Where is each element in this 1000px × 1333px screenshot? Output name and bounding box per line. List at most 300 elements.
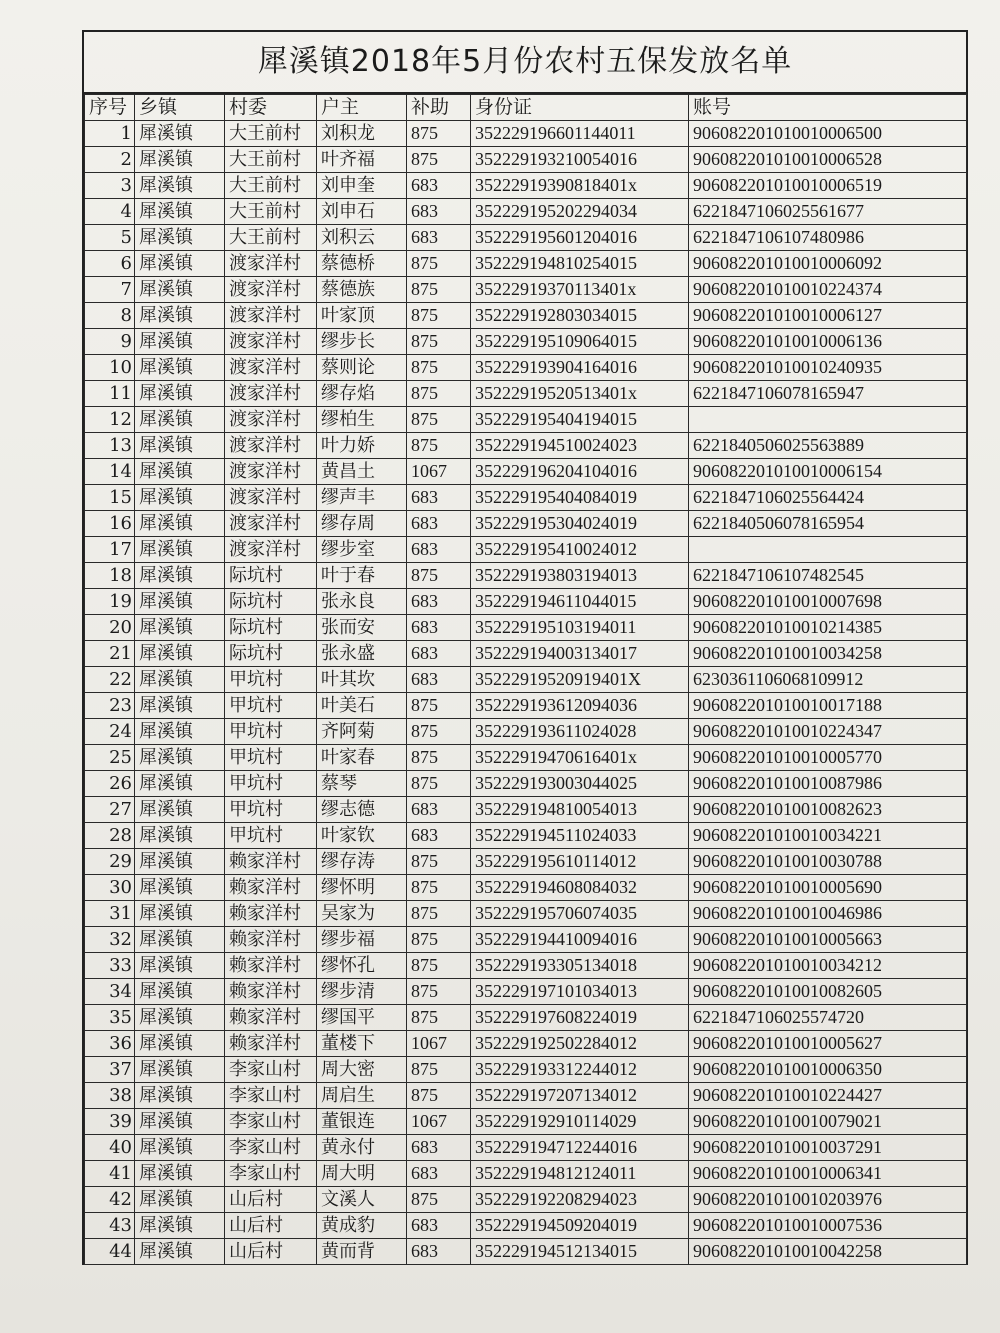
row-account: 906082201010010006092 xyxy=(689,251,967,277)
row-village: 际坑村 xyxy=(225,641,317,667)
row-account: 906082201010010087986 xyxy=(689,771,967,797)
row-town: 犀溪镇 xyxy=(135,1135,225,1161)
table-row xyxy=(85,979,967,1005)
row-village: 李家山村 xyxy=(225,1109,317,1135)
row-village: 渡家洋村 xyxy=(225,355,317,381)
row-account: 906082201010010005770 xyxy=(689,745,967,771)
row-village: 山后村 xyxy=(225,1187,317,1213)
row-account: 6221840506078165954 xyxy=(689,511,967,537)
row-id-number: 352229194511024033 xyxy=(471,823,689,849)
table-row xyxy=(85,1083,967,1109)
row-seq: 34 xyxy=(85,979,135,1005)
row-seq: 21 xyxy=(85,641,135,667)
row-town: 犀溪镇 xyxy=(135,1109,225,1135)
row-account: 906082201010010017188 xyxy=(689,693,967,719)
row-village: 渡家洋村 xyxy=(225,459,317,485)
table-row xyxy=(85,1187,967,1213)
row-village: 赖家洋村 xyxy=(225,953,317,979)
row-householder: 刘积云 xyxy=(317,225,407,251)
row-id-number: 352229195706074035 xyxy=(471,901,689,927)
header-village: 村委 xyxy=(225,95,317,121)
row-id-number: 352229196601144011 xyxy=(471,121,689,147)
row-id-number: 352229193904164016 xyxy=(471,355,689,381)
row-seq: 30 xyxy=(85,875,135,901)
row-village: 甲坑村 xyxy=(225,693,317,719)
row-id-number: 352229194003134017 xyxy=(471,641,689,667)
table-row xyxy=(85,1057,967,1083)
row-subsidy: 683 xyxy=(407,173,471,199)
row-seq: 35 xyxy=(85,1005,135,1031)
row-id-number: 352229194509204019 xyxy=(471,1213,689,1239)
row-account: 906082201010010006500 xyxy=(689,121,967,147)
row-seq: 13 xyxy=(85,433,135,459)
row-householder: 缪怀明 xyxy=(317,875,407,901)
row-town: 犀溪镇 xyxy=(135,1239,225,1265)
row-seq: 4 xyxy=(85,199,135,225)
row-householder: 刘申奎 xyxy=(317,173,407,199)
row-seq: 44 xyxy=(85,1239,135,1265)
row-village: 渡家洋村 xyxy=(225,511,317,537)
row-seq: 11 xyxy=(85,381,135,407)
row-householder: 叶齐福 xyxy=(317,147,407,173)
row-village: 际坑村 xyxy=(225,589,317,615)
row-town: 犀溪镇 xyxy=(135,1005,225,1031)
row-subsidy: 683 xyxy=(407,511,471,537)
row-subsidy: 875 xyxy=(407,355,471,381)
row-town: 犀溪镇 xyxy=(135,329,225,355)
row-id-number: 352229192910114029 xyxy=(471,1109,689,1135)
row-id-number: 352229194510024023 xyxy=(471,433,689,459)
row-account: 906082201010010042258 xyxy=(689,1239,967,1265)
header-id-number: 身份证 xyxy=(471,95,689,121)
row-account: 906082201010010240935 xyxy=(689,355,967,381)
row-seq: 42 xyxy=(85,1187,135,1213)
row-subsidy: 1067 xyxy=(407,1109,471,1135)
row-account: 6221847106025564424 xyxy=(689,485,967,511)
row-subsidy: 683 xyxy=(407,537,471,563)
row-id-number: 352229195202294034 xyxy=(471,199,689,225)
table-row xyxy=(85,1239,967,1265)
row-subsidy: 875 xyxy=(407,979,471,1005)
recipient-table xyxy=(84,94,967,1265)
table-row xyxy=(85,563,967,589)
row-id-number: 352229197207134012 xyxy=(471,1083,689,1109)
row-seq: 14 xyxy=(85,459,135,485)
table-row xyxy=(85,953,967,979)
row-account: 906082201010010082605 xyxy=(689,979,967,1005)
row-town: 犀溪镇 xyxy=(135,459,225,485)
row-town: 犀溪镇 xyxy=(135,615,225,641)
row-village: 渡家洋村 xyxy=(225,303,317,329)
row-town: 犀溪镇 xyxy=(135,1213,225,1239)
row-id-number: 352229193612094036 xyxy=(471,693,689,719)
table-row xyxy=(85,485,967,511)
row-town: 犀溪镇 xyxy=(135,667,225,693)
row-account: 906082201010010005663 xyxy=(689,927,967,953)
row-village: 大王前村 xyxy=(225,147,317,173)
table-row xyxy=(85,381,967,407)
row-village: 赖家洋村 xyxy=(225,849,317,875)
row-subsidy: 875 xyxy=(407,329,471,355)
row-subsidy: 683 xyxy=(407,1135,471,1161)
table-row xyxy=(85,719,967,745)
row-id-number: 35222919390818401x xyxy=(471,173,689,199)
row-id-number: 352229194810054013 xyxy=(471,797,689,823)
row-village: 赖家洋村 xyxy=(225,927,317,953)
row-seq: 18 xyxy=(85,563,135,589)
row-town: 犀溪镇 xyxy=(135,1031,225,1057)
row-town: 犀溪镇 xyxy=(135,953,225,979)
row-subsidy: 875 xyxy=(407,121,471,147)
row-householder: 齐阿菊 xyxy=(317,719,407,745)
row-id-number: 352229194608084032 xyxy=(471,875,689,901)
row-town: 犀溪镇 xyxy=(135,199,225,225)
row-account: 6221847106025574720 xyxy=(689,1005,967,1031)
row-account: 906082201010010079021 xyxy=(689,1109,967,1135)
row-householder: 张永良 xyxy=(317,589,407,615)
row-id-number: 35222919370113401x xyxy=(471,277,689,303)
header-seq: 序号 xyxy=(85,95,135,121)
row-householder: 叶家钦 xyxy=(317,823,407,849)
row-subsidy: 875 xyxy=(407,303,471,329)
row-town: 犀溪镇 xyxy=(135,173,225,199)
row-account: 906082201010010006350 xyxy=(689,1057,967,1083)
row-town: 犀溪镇 xyxy=(135,719,225,745)
row-town: 犀溪镇 xyxy=(135,381,225,407)
table-row xyxy=(85,329,967,355)
table-row xyxy=(85,407,967,433)
row-id-number: 352229197101034013 xyxy=(471,979,689,1005)
row-subsidy: 683 xyxy=(407,667,471,693)
row-account: 906082201010010214385 xyxy=(689,615,967,641)
row-id-number: 35222919520513401x xyxy=(471,381,689,407)
row-village: 李家山村 xyxy=(225,1057,317,1083)
document-title: 犀溪镇2018年5月份农村五保发放名单 xyxy=(84,32,966,94)
row-village: 大王前村 xyxy=(225,225,317,251)
row-account: 906082201010010006528 xyxy=(689,147,967,173)
row-village: 赖家洋村 xyxy=(225,901,317,927)
row-seq: 3 xyxy=(85,173,135,199)
table-row xyxy=(85,511,967,537)
row-id-number: 352229192803034015 xyxy=(471,303,689,329)
row-account: 906082201010010082623 xyxy=(689,797,967,823)
row-seq: 15 xyxy=(85,485,135,511)
row-subsidy: 875 xyxy=(407,719,471,745)
row-seq: 5 xyxy=(85,225,135,251)
row-town: 犀溪镇 xyxy=(135,407,225,433)
row-seq: 23 xyxy=(85,693,135,719)
row-subsidy: 683 xyxy=(407,1213,471,1239)
row-seq: 1 xyxy=(85,121,135,147)
row-seq: 6 xyxy=(85,251,135,277)
row-account: 906082201010010007536 xyxy=(689,1213,967,1239)
row-householder: 刘积龙 xyxy=(317,121,407,147)
row-id-number: 352229195404194015 xyxy=(471,407,689,433)
table-row xyxy=(85,641,967,667)
table-row xyxy=(85,797,967,823)
row-householder: 董楼下 xyxy=(317,1031,407,1057)
header-householder: 户主 xyxy=(317,95,407,121)
row-subsidy: 875 xyxy=(407,953,471,979)
row-seq: 33 xyxy=(85,953,135,979)
row-id-number: 352229195404084019 xyxy=(471,485,689,511)
row-town: 犀溪镇 xyxy=(135,745,225,771)
row-subsidy: 683 xyxy=(407,615,471,641)
row-subsidy: 875 xyxy=(407,563,471,589)
row-householder: 黄永付 xyxy=(317,1135,407,1161)
row-town: 犀溪镇 xyxy=(135,1187,225,1213)
row-village: 李家山村 xyxy=(225,1083,317,1109)
row-town: 犀溪镇 xyxy=(135,979,225,1005)
row-seq: 20 xyxy=(85,615,135,641)
row-town: 犀溪镇 xyxy=(135,277,225,303)
row-town: 犀溪镇 xyxy=(135,797,225,823)
table-row xyxy=(85,667,967,693)
row-account: 906082201010010006519 xyxy=(689,173,967,199)
table-row xyxy=(85,355,967,381)
row-account: 906082201010010224374 xyxy=(689,277,967,303)
row-village: 李家山村 xyxy=(225,1135,317,1161)
row-town: 犀溪镇 xyxy=(135,485,225,511)
table-row xyxy=(85,849,967,875)
row-subsidy: 875 xyxy=(407,901,471,927)
row-subsidy: 875 xyxy=(407,1005,471,1031)
row-account: 906082201010010005690 xyxy=(689,875,967,901)
row-account: 906082201010010030788 xyxy=(689,849,967,875)
row-seq: 22 xyxy=(85,667,135,693)
row-subsidy: 875 xyxy=(407,1187,471,1213)
table-row xyxy=(85,173,967,199)
row-village: 渡家洋村 xyxy=(225,537,317,563)
row-id-number: 352229193803194013 xyxy=(471,563,689,589)
row-village: 渡家洋村 xyxy=(225,433,317,459)
row-seq: 7 xyxy=(85,277,135,303)
table-row xyxy=(85,615,967,641)
row-village: 大王前村 xyxy=(225,173,317,199)
row-householder: 缪步福 xyxy=(317,927,407,953)
row-account: 906082201010010006154 xyxy=(689,459,967,485)
row-id-number: 35222919520919401X xyxy=(471,667,689,693)
row-householder: 缪存周 xyxy=(317,511,407,537)
row-village: 渡家洋村 xyxy=(225,381,317,407)
row-householder: 周启生 xyxy=(317,1083,407,1109)
row-id-number: 352229193003044025 xyxy=(471,771,689,797)
row-subsidy: 683 xyxy=(407,1161,471,1187)
row-householder: 文溪人 xyxy=(317,1187,407,1213)
row-householder: 黄成豹 xyxy=(317,1213,407,1239)
row-seq: 39 xyxy=(85,1109,135,1135)
row-subsidy: 683 xyxy=(407,199,471,225)
row-subsidy: 875 xyxy=(407,147,471,173)
table-row xyxy=(85,277,967,303)
row-town: 犀溪镇 xyxy=(135,225,225,251)
table-row xyxy=(85,1005,967,1031)
row-account: 906082201010010224427 xyxy=(689,1083,967,1109)
row-subsidy: 875 xyxy=(407,745,471,771)
row-seq: 24 xyxy=(85,719,135,745)
row-seq: 9 xyxy=(85,329,135,355)
row-id-number: 352229194512134015 xyxy=(471,1239,689,1265)
row-subsidy: 875 xyxy=(407,381,471,407)
row-village: 甲坑村 xyxy=(225,667,317,693)
row-id-number: 352229194810254015 xyxy=(471,251,689,277)
row-town: 犀溪镇 xyxy=(135,693,225,719)
row-account: 906082201010010203976 xyxy=(689,1187,967,1213)
row-seq: 27 xyxy=(85,797,135,823)
row-account: 6221847106025561677 xyxy=(689,199,967,225)
table-row xyxy=(85,1031,967,1057)
row-subsidy: 683 xyxy=(407,1239,471,1265)
row-account: 6221847106107482545 xyxy=(689,563,967,589)
row-town: 犀溪镇 xyxy=(135,901,225,927)
row-id-number: 352229192502284012 xyxy=(471,1031,689,1057)
row-householder: 缪存焰 xyxy=(317,381,407,407)
row-householder: 刘申石 xyxy=(317,199,407,225)
row-account: 6230361106068109912 xyxy=(689,667,967,693)
row-householder: 缪国平 xyxy=(317,1005,407,1031)
row-subsidy: 683 xyxy=(407,485,471,511)
row-householder: 缪步室 xyxy=(317,537,407,563)
row-town: 犀溪镇 xyxy=(135,823,225,849)
row-town: 犀溪镇 xyxy=(135,355,225,381)
row-householder: 叶于春 xyxy=(317,563,407,589)
row-town: 犀溪镇 xyxy=(135,849,225,875)
row-town: 犀溪镇 xyxy=(135,1057,225,1083)
row-id-number: 352229194611044015 xyxy=(471,589,689,615)
row-town: 犀溪镇 xyxy=(135,771,225,797)
row-householder: 叶美石 xyxy=(317,693,407,719)
table-row xyxy=(85,1213,967,1239)
row-account: 906082201010010007698 xyxy=(689,589,967,615)
row-id-number: 352229196204104016 xyxy=(471,459,689,485)
row-subsidy: 875 xyxy=(407,433,471,459)
row-village: 赖家洋村 xyxy=(225,1031,317,1057)
row-village: 大王前村 xyxy=(225,121,317,147)
row-account: 906082201010010046986 xyxy=(689,901,967,927)
row-village: 山后村 xyxy=(225,1213,317,1239)
row-account: 906082201010010006127 xyxy=(689,303,967,329)
row-town: 犀溪镇 xyxy=(135,433,225,459)
row-village: 甲坑村 xyxy=(225,771,317,797)
row-id-number: 352229192208294023 xyxy=(471,1187,689,1213)
header-account: 账号 xyxy=(689,95,967,121)
row-subsidy: 875 xyxy=(407,693,471,719)
row-town: 犀溪镇 xyxy=(135,303,225,329)
row-village: 山后村 xyxy=(225,1239,317,1265)
row-account: 906082201010010006136 xyxy=(689,329,967,355)
row-seq: 37 xyxy=(85,1057,135,1083)
table-row xyxy=(85,693,967,719)
row-householder: 缪柏生 xyxy=(317,407,407,433)
table-body xyxy=(85,121,967,1265)
row-householder: 周大密 xyxy=(317,1057,407,1083)
row-subsidy: 875 xyxy=(407,1083,471,1109)
row-householder: 周大明 xyxy=(317,1161,407,1187)
row-seq: 31 xyxy=(85,901,135,927)
row-householder: 叶家春 xyxy=(317,745,407,771)
row-subsidy: 683 xyxy=(407,797,471,823)
table-row xyxy=(85,225,967,251)
row-householder: 张而安 xyxy=(317,615,407,641)
row-id-number: 352229195601204016 xyxy=(471,225,689,251)
row-householder: 黄而背 xyxy=(317,1239,407,1265)
row-town: 犀溪镇 xyxy=(135,589,225,615)
row-householder: 缪存涛 xyxy=(317,849,407,875)
row-subsidy: 683 xyxy=(407,823,471,849)
row-village: 赖家洋村 xyxy=(225,875,317,901)
header-row xyxy=(85,95,967,121)
header-town: 乡镇 xyxy=(135,95,225,121)
row-seq: 40 xyxy=(85,1135,135,1161)
row-village: 渡家洋村 xyxy=(225,277,317,303)
table-row xyxy=(85,147,967,173)
row-account: 906082201010010034221 xyxy=(689,823,967,849)
row-id-number: 35222919470616401x xyxy=(471,745,689,771)
row-village: 渡家洋村 xyxy=(225,407,317,433)
row-account: 6221847106107480986 xyxy=(689,225,967,251)
row-seq: 25 xyxy=(85,745,135,771)
row-village: 渡家洋村 xyxy=(225,329,317,355)
row-account: 906082201010010005627 xyxy=(689,1031,967,1057)
row-account: 906082201010010034258 xyxy=(689,641,967,667)
row-village: 赖家洋村 xyxy=(225,1005,317,1031)
row-subsidy: 875 xyxy=(407,1057,471,1083)
row-town: 犀溪镇 xyxy=(135,537,225,563)
row-account: 906082201010010034212 xyxy=(689,953,967,979)
row-town: 犀溪镇 xyxy=(135,563,225,589)
row-village: 甲坑村 xyxy=(225,797,317,823)
row-subsidy: 1067 xyxy=(407,1031,471,1057)
table-row xyxy=(85,823,967,849)
row-village: 甲坑村 xyxy=(225,745,317,771)
table-row xyxy=(85,433,967,459)
row-seq: 17 xyxy=(85,537,135,563)
row-householder: 黄昌土 xyxy=(317,459,407,485)
row-subsidy: 875 xyxy=(407,407,471,433)
row-id-number: 352229197608224019 xyxy=(471,1005,689,1031)
row-householder: 张永盛 xyxy=(317,641,407,667)
table-row xyxy=(85,589,967,615)
row-town: 犀溪镇 xyxy=(135,641,225,667)
row-seq: 38 xyxy=(85,1083,135,1109)
row-village: 渡家洋村 xyxy=(225,251,317,277)
row-subsidy: 683 xyxy=(407,589,471,615)
table-row xyxy=(85,199,967,225)
row-town: 犀溪镇 xyxy=(135,875,225,901)
row-account: 906082201010010006341 xyxy=(689,1161,967,1187)
row-subsidy: 683 xyxy=(407,225,471,251)
row-householder: 蔡德桥 xyxy=(317,251,407,277)
row-id-number: 352229195410024012 xyxy=(471,537,689,563)
row-id-number: 352229193312244012 xyxy=(471,1057,689,1083)
row-seq: 36 xyxy=(85,1031,135,1057)
row-householder: 缪志德 xyxy=(317,797,407,823)
row-village: 际坑村 xyxy=(225,615,317,641)
table-row xyxy=(85,1161,967,1187)
row-householder: 董银连 xyxy=(317,1109,407,1135)
row-town: 犀溪镇 xyxy=(135,1083,225,1109)
row-subsidy: 875 xyxy=(407,251,471,277)
table-row xyxy=(85,901,967,927)
row-seq: 8 xyxy=(85,303,135,329)
row-village: 大王前村 xyxy=(225,199,317,225)
row-id-number: 352229194410094016 xyxy=(471,927,689,953)
row-village: 渡家洋村 xyxy=(225,485,317,511)
row-village: 李家山村 xyxy=(225,1161,317,1187)
table-row xyxy=(85,537,967,563)
row-account xyxy=(689,407,967,433)
row-id-number: 352229194812124011 xyxy=(471,1161,689,1187)
